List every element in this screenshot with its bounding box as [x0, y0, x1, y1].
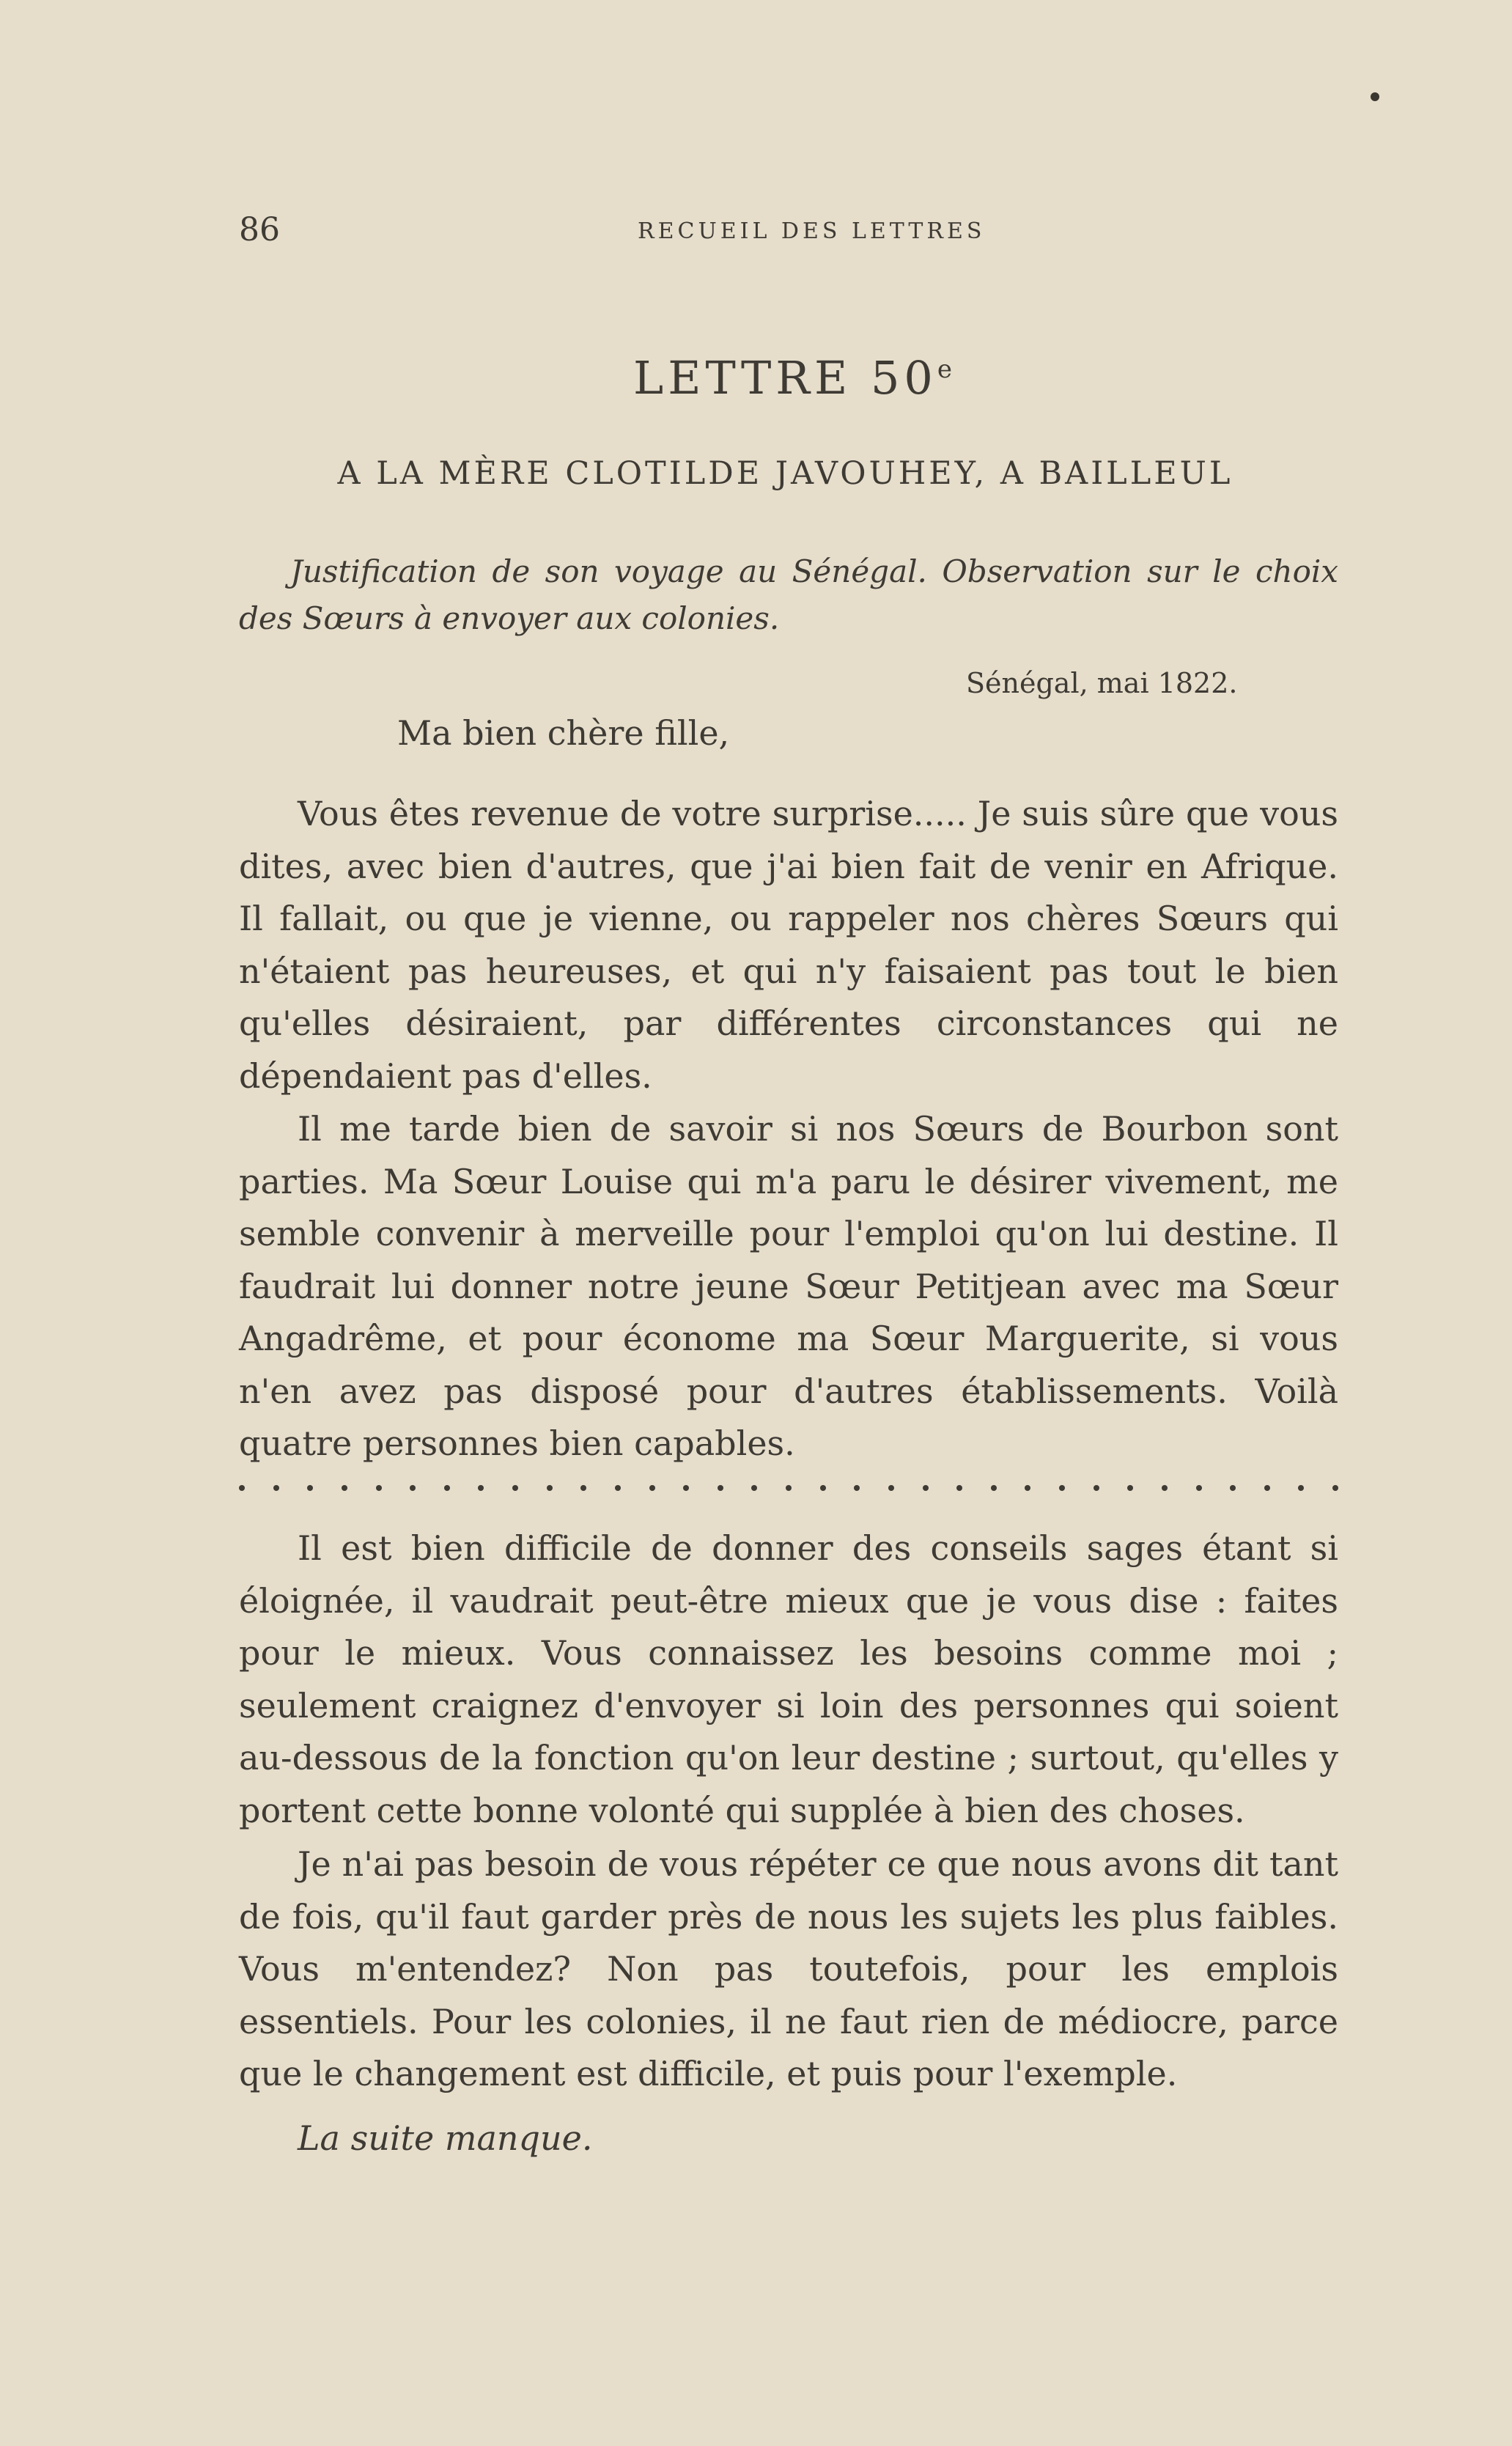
salutation: Ma bien chère fille,: [397, 713, 730, 753]
omission-dot-leader: [239, 1481, 1338, 1495]
body-paragraph: Il est bien difficile de donner des conseils sages étant si éloignée, il vaudrait peut-être mieux que je vous dise : faites pour le mieux. Vous connaissez les besoins comme moi ; seulement craignez d'envoyer si loin des personnes qui soient au-dessous de la fonction qu'on leur destine ; surtout, qu'elles y portent cette bonne volonté qui supplée à bien des choses.: [239, 1528, 1338, 1830]
page-number: 86: [239, 211, 280, 248]
letter-summary: Justification de son voyage au Sénégal. Observation sur le choix des Sœurs à envoyer aux colonies.: [239, 553, 1338, 636]
body-paragraph: Vous êtes revenue de votre surprise..... Je suis sûre que vous dites, avec bien d'autres, que j'ai bien fait de venir en Afrique. Il fallait, ou que je vienne, ou rappeler nos chères Sœurs qui n'étaient pas heureuses, et qui n'y faisaient pas tout le bien qu'elles désiraient, par différentes circonstances qui ne dépendaient pas d'elles.: [239, 794, 1338, 1096]
letter-title-text: LETTRE 50: [633, 351, 937, 405]
body-paragraph: Il me tarde bien de savoir si nos Sœurs de Bourbon sont parties. Ma Sœur Louise qui m'a paru le désirer vivement, me semble convenir à merveille pour l'emploi qu'on lui destine. Il faudrait lui donner notre jeune Sœur Petitjean avec ma Sœur Angadrême, et pour économe ma Sœur Marguerite, si vous n'en avez pas disposé pour d'autres établissements. Voilà quatre personnes bien capables.: [239, 1109, 1338, 1463]
body-paragraph: Je n'ai pas besoin de vous répéter ce que nous avons dit tant de fois, qu'il faut garder près de nous les sujets les plus faibles. Vous m'entendez? Non pas toutefois, pour les emplois essentiels. Pour les colonies, il ne faut rien de médiocre, parce que le changement est difficile, et puis pour l'exemple.: [239, 1844, 1338, 2093]
dateline: Sénégal, mai 1822.: [966, 667, 1238, 699]
running-title: RECUEIL DES LETTRES: [638, 218, 986, 244]
running-head: [239, 213, 1316, 248]
closing-note: La suite manque.: [298, 2118, 593, 2158]
ink-speck: [1371, 92, 1379, 101]
letter-title-suffix: e: [937, 355, 952, 384]
addressee-heading: A LA MÈRE CLOTILDE JAVOUHEY, A BAILLEUL: [337, 455, 1233, 492]
letter-title: [37, 343, 1512, 405]
